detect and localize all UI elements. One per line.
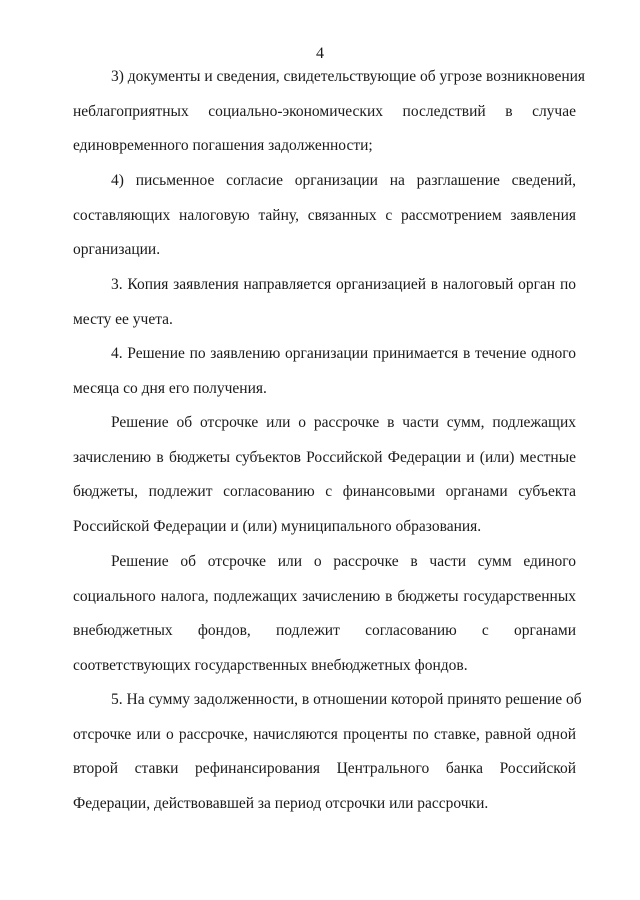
- paragraph-line: 5. На сумму задолженности, в отношении которой принято решение об: [111, 691, 582, 708]
- paragraph-line: 4. Решение по заявлению организации принимается в течение одного: [111, 345, 576, 362]
- paragraph-line: неблагоприятных социально-экономических последствий в случае: [73, 102, 576, 120]
- paragraph-line: внебюджетных фондов, подлежит согласованию с органами: [73, 622, 576, 639]
- paragraph-line: Российской Федерации и (или) муниципального образования.: [73, 517, 482, 535]
- paragraph-line: второй ставки рефинансирования Центрального банка Российской: [73, 760, 576, 777]
- paragraph-line: 4) письменное согласие организации на разглашение сведений,: [111, 172, 576, 189]
- paragraph-line: социального налога, подлежащих зачислению в бюджеты государственных: [73, 587, 576, 605]
- page-number: 4: [316, 45, 324, 62]
- paragraph-line: 3) документы и сведения, свидетельствующие об угрозе возникновения: [111, 68, 586, 85]
- paragraph-line: соответствующих государственных внебюджетных фондов.: [73, 656, 468, 674]
- paragraph-line: 3. Копия заявления направляется организацией в налоговый орган по: [111, 276, 576, 293]
- paragraph-line: Решение об отсрочке или о рассрочке в части сумм, подлежащих: [111, 414, 576, 431]
- paragraph-line: Решение об отсрочке или о рассрочке в части сумм единого: [111, 553, 576, 570]
- paragraph-line: бюджеты, подлежит согласованию с финансовыми органами субъекта: [73, 483, 576, 500]
- paragraph-line: месту ее учета.: [73, 310, 173, 328]
- paragraph-regional-approval: [73, 413, 576, 551]
- paragraph-line: Федерации, действовавшей за период отсрочки или рассрочки.: [73, 794, 489, 812]
- paragraph-social-tax-approval: [73, 552, 576, 690]
- paragraph-line: составляющих налоговую тайну, связанных с рассмотрением заявления: [73, 206, 576, 224]
- paragraph-clause-5: [73, 690, 582, 828]
- paragraph-line: отсрочке или о рассрочке, начисляются проценты по ставке, равной одной: [73, 725, 576, 743]
- paragraph-item-3: [73, 67, 586, 171]
- paragraph-line: месяца со дня его получения.: [73, 379, 267, 397]
- paragraph-line: единовременного погашения задолженности;: [73, 137, 373, 154]
- paragraph-line: зачислению в бюджеты субъектов Российской Федерации и (или) местные: [73, 448, 576, 466]
- paragraph-clause-4: [73, 344, 576, 413]
- paragraph-clause-3: [73, 275, 576, 344]
- paragraph-item-4: [73, 171, 576, 275]
- paragraph-line: организации.: [73, 241, 161, 258]
